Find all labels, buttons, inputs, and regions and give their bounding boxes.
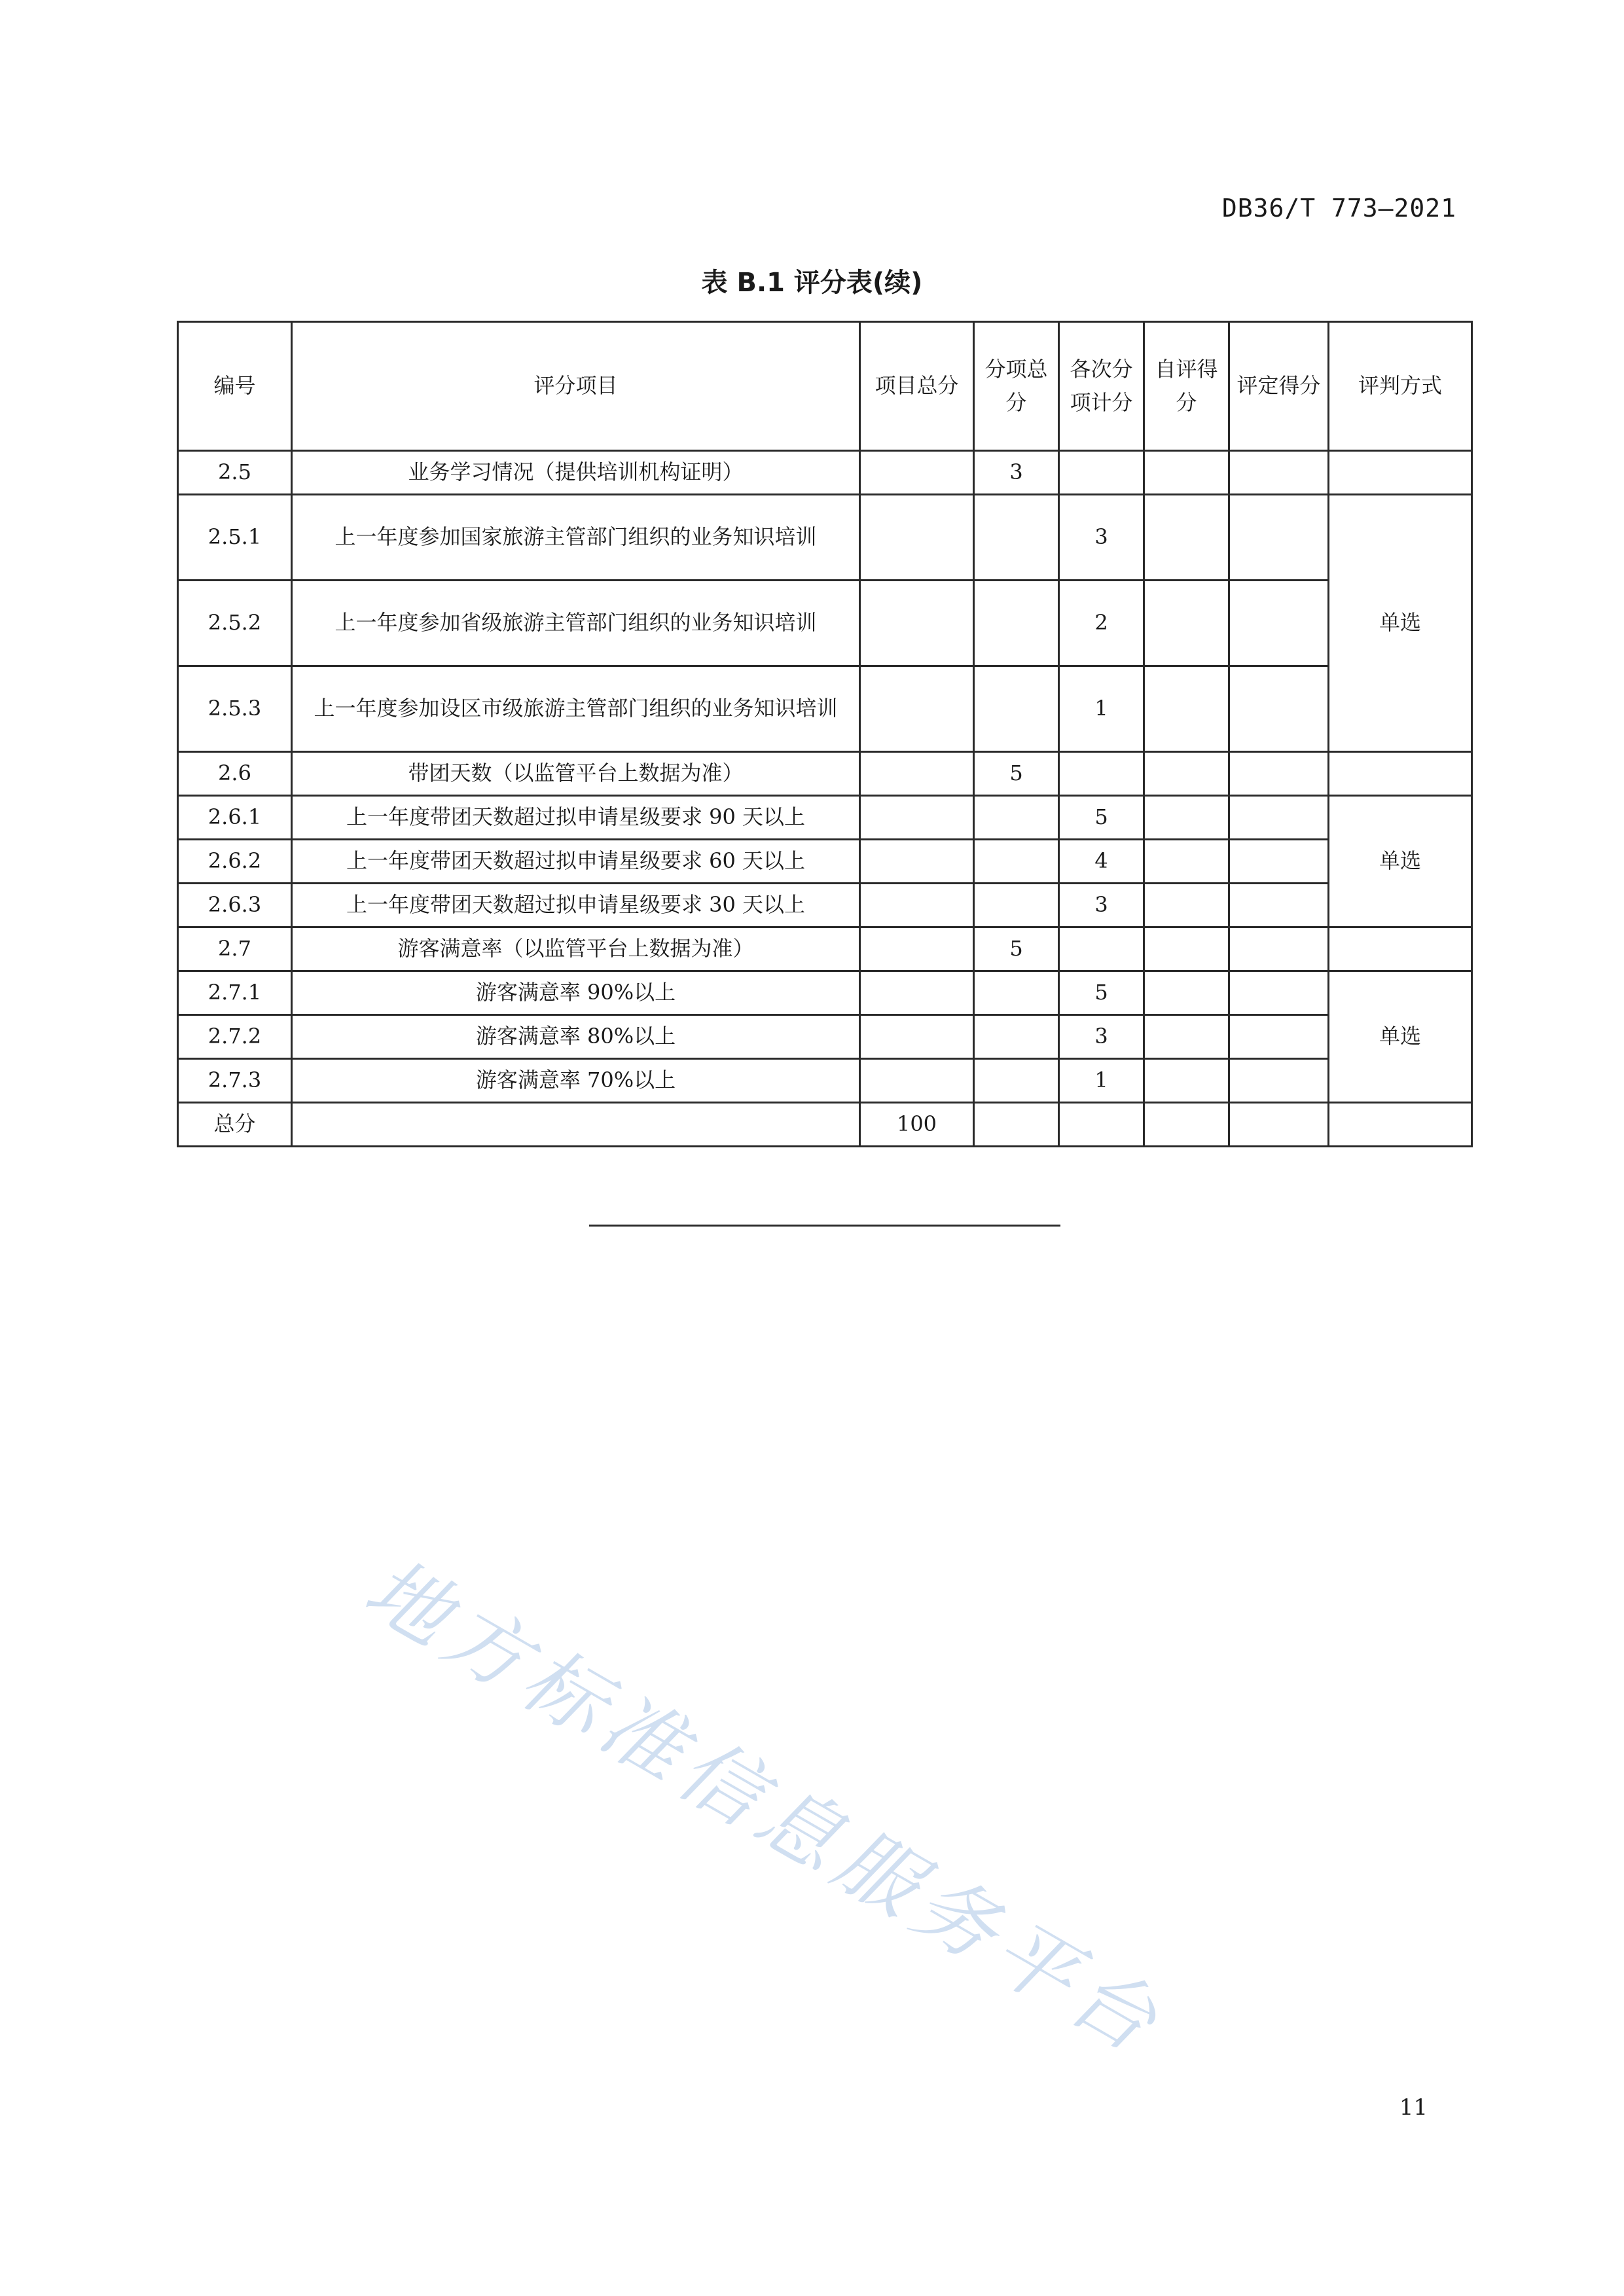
cell-self (1144, 1059, 1229, 1103)
cell-subtotal: 5 (974, 752, 1059, 796)
cell-eval (1229, 1015, 1329, 1059)
col-header-item: 评分项目 (292, 322, 860, 451)
cell-total (860, 796, 974, 840)
cell-id: 2.5 (178, 451, 292, 495)
col-header-total: 项目总分 (860, 322, 974, 451)
cell-total (860, 495, 974, 581)
cell-each (1059, 451, 1144, 495)
cell-total (860, 666, 974, 752)
cell-self (1144, 451, 1229, 495)
cell-item: 游客满意率 80%以上 (292, 1015, 860, 1059)
cell-subtotal (974, 495, 1059, 581)
end-divider (589, 1225, 1060, 1227)
table-row (178, 581, 1472, 666)
col-header-self: 自评得分 (1144, 322, 1229, 451)
cell-item: 上一年度带团天数超过拟申请星级要求 60 天以上 (292, 840, 860, 884)
cell-self (1144, 884, 1229, 927)
cell-self (1144, 927, 1229, 971)
cell-eval (1229, 1103, 1329, 1147)
cell-eval (1229, 840, 1329, 884)
cell-self (1144, 1103, 1229, 1147)
table-row (178, 927, 1472, 971)
cell-id: 总分 (178, 1103, 292, 1147)
cell-each: 3 (1059, 495, 1144, 581)
cell-item: 游客满意率（以监管平台上数据为准） (292, 927, 860, 971)
cell-each: 3 (1059, 1015, 1144, 1059)
cell-eval (1229, 666, 1329, 752)
cell-eval (1229, 752, 1329, 796)
cell-method: 单选 (1329, 971, 1472, 1103)
cell-each: 2 (1059, 581, 1144, 666)
table-row (178, 451, 1472, 495)
cell-subtotal: 3 (974, 451, 1059, 495)
col-header-id: 编号 (178, 322, 292, 451)
table-title: 表 B.1 评分表(续) (701, 268, 923, 298)
cell-total (860, 451, 974, 495)
cell-item: 上一年度带团天数超过拟申请星级要求 90 天以上 (292, 796, 860, 840)
cell-subtotal (974, 1015, 1059, 1059)
cell-self (1144, 971, 1229, 1015)
table-row-total (178, 1103, 1472, 1147)
cell-id: 2.6.2 (178, 840, 292, 884)
cell-each: 4 (1059, 840, 1144, 884)
cell-item: 游客满意率 90%以上 (292, 971, 860, 1015)
col-header-method: 评判方式 (1329, 322, 1472, 451)
cell-each: 1 (1059, 1059, 1144, 1103)
cell-method (1329, 1103, 1472, 1147)
cell-item: 上一年度带团天数超过拟申请星级要求 30 天以上 (292, 884, 860, 927)
cell-self (1144, 840, 1229, 884)
col-header-each: 各次分项计分 (1059, 322, 1144, 451)
score-table (177, 321, 1473, 1147)
cell-subtotal (974, 796, 1059, 840)
page-number: 11 (1399, 2094, 1428, 2121)
cell-each: 3 (1059, 884, 1144, 927)
cell-total (860, 884, 974, 927)
cell-item: 上一年度参加国家旅游主管部门组织的业务知识培训 (292, 495, 860, 581)
cell-id: 2.5.3 (178, 666, 292, 752)
cell-self (1144, 581, 1229, 666)
watermark: 地方标准信息服务平台 (350, 1541, 1180, 2074)
cell-eval (1229, 495, 1329, 581)
cell-self (1144, 796, 1229, 840)
cell-item: 带团天数（以监管平台上数据为准） (292, 752, 860, 796)
cell-item: 业务学习情况（提供培训机构证明） (292, 451, 860, 495)
cell-eval (1229, 451, 1329, 495)
table-row (178, 840, 1472, 884)
cell-total (860, 1059, 974, 1103)
cell-id: 2.6.3 (178, 884, 292, 927)
cell-subtotal (974, 840, 1059, 884)
cell-each (1059, 752, 1144, 796)
cell-subtotal (974, 666, 1059, 752)
table-row (178, 1015, 1472, 1059)
cell-eval (1229, 796, 1329, 840)
table-row (178, 971, 1472, 1015)
document-code: DB36/T 773—2021 (1221, 194, 1456, 223)
cell-method (1329, 927, 1472, 971)
table-header-row (178, 322, 1472, 451)
cell-item (292, 1103, 860, 1147)
cell-id: 2.5.1 (178, 495, 292, 581)
cell-subtotal (974, 884, 1059, 927)
cell-id: 2.7.1 (178, 971, 292, 1015)
cell-each: 5 (1059, 796, 1144, 840)
cell-method: 单选 (1329, 495, 1472, 752)
cell-self (1144, 495, 1229, 581)
cell-total (860, 840, 974, 884)
col-header-subtotal: 分项总分 (974, 322, 1059, 451)
cell-self (1144, 666, 1229, 752)
cell-id: 2.7.2 (178, 1015, 292, 1059)
table-row (178, 666, 1472, 752)
table-row (178, 1059, 1472, 1103)
cell-total (860, 752, 974, 796)
cell-item: 上一年度参加设区市级旅游主管部门组织的业务知识培训 (292, 666, 860, 752)
cell-total (860, 581, 974, 666)
cell-item: 游客满意率 70%以上 (292, 1059, 860, 1103)
cell-self (1144, 1015, 1229, 1059)
table-row (178, 796, 1472, 840)
cell-method (1329, 752, 1472, 796)
cell-method (1329, 451, 1472, 495)
cell-eval (1229, 1059, 1329, 1103)
cell-eval (1229, 971, 1329, 1015)
cell-self (1144, 752, 1229, 796)
table-row (178, 752, 1472, 796)
cell-subtotal (974, 1103, 1059, 1147)
cell-id: 2.5.2 (178, 581, 292, 666)
cell-each: 5 (1059, 971, 1144, 1015)
cell-subtotal (974, 581, 1059, 666)
cell-each (1059, 1103, 1144, 1147)
cell-eval (1229, 927, 1329, 971)
cell-each: 1 (1059, 666, 1144, 752)
cell-id: 2.6 (178, 752, 292, 796)
cell-item: 上一年度参加省级旅游主管部门组织的业务知识培训 (292, 581, 860, 666)
cell-subtotal: 5 (974, 927, 1059, 971)
cell-subtotal (974, 1059, 1059, 1103)
col-header-eval: 评定得分 (1229, 322, 1329, 451)
cell-total: 100 (860, 1103, 974, 1147)
table-row (178, 495, 1472, 581)
cell-eval (1229, 884, 1329, 927)
table-row (178, 884, 1472, 927)
cell-eval (1229, 581, 1329, 666)
cell-id: 2.7 (178, 927, 292, 971)
cell-method: 单选 (1329, 796, 1472, 927)
cell-total (860, 971, 974, 1015)
cell-each (1059, 927, 1144, 971)
cell-total (860, 1015, 974, 1059)
cell-id: 2.6.1 (178, 796, 292, 840)
cell-id: 2.7.3 (178, 1059, 292, 1103)
cell-subtotal (974, 971, 1059, 1015)
cell-total (860, 927, 974, 971)
